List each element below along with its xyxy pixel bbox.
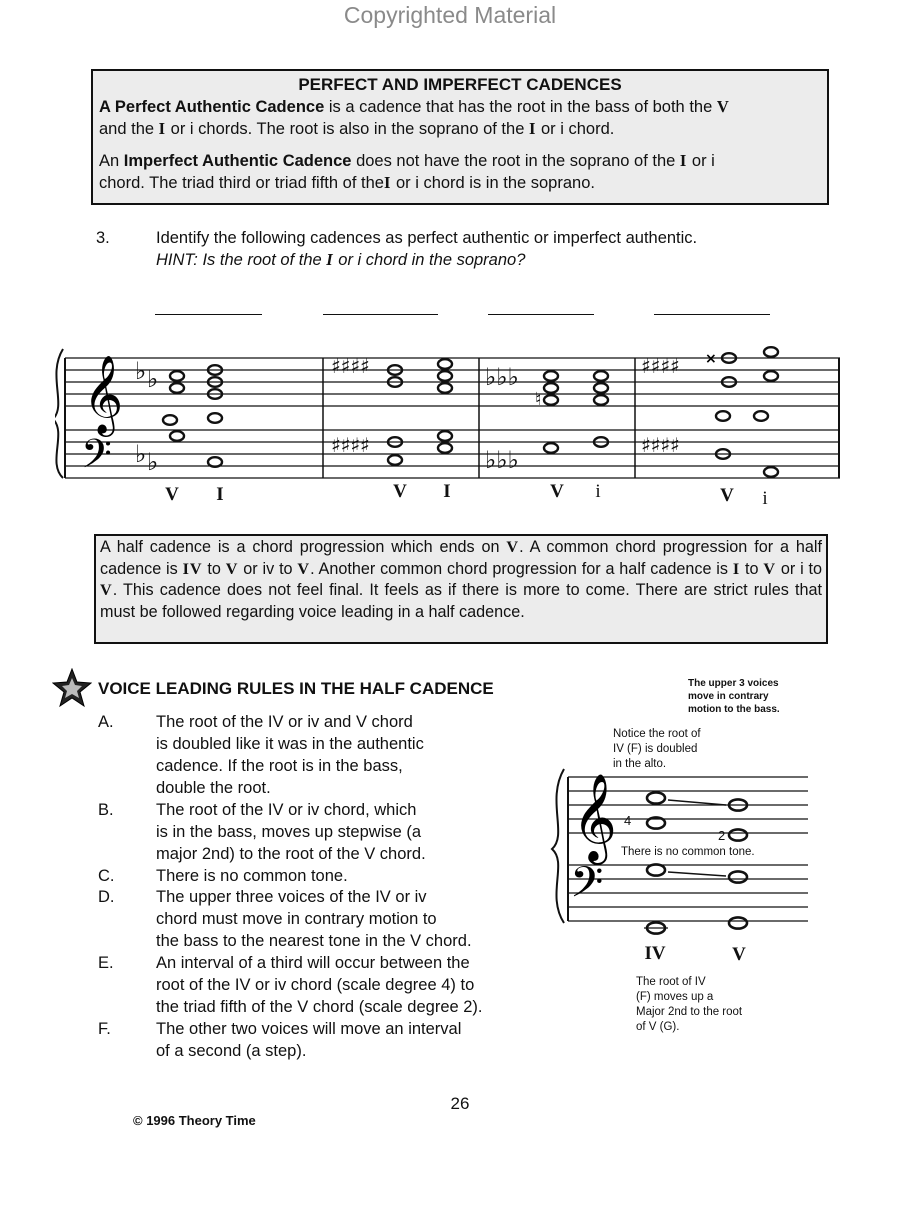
example-note-alto: Notice the root of IV (F) is doubled in the alto. — [613, 728, 701, 770]
example-note-top: The upper 3 voices move in contrary motion to the bass. — [688, 678, 780, 715]
label-m1-V: V — [165, 484, 179, 505]
bass-clef-icon: 𝄢 — [81, 431, 112, 480]
box-title: PERFECT AND IMPERFECT CADENCES — [298, 75, 622, 94]
rule-letter: C. — [98, 867, 115, 885]
rule-line: The other two voices will move an interval — [156, 1020, 462, 1038]
rule-letter: F. — [98, 1020, 111, 1038]
perfect-cadence-definition: A Perfect Authentic Cadence is a cadence that has the root in the bass of both the V and the I or i chords. The root is also in the soprano of the I or i chord. — [99, 97, 730, 138]
bass-clef-icon: 𝄢 — [570, 858, 604, 918]
rule-line: the triad fifth of the V chord (scale degree 2). — [156, 998, 483, 1016]
example-label-IV: IV — [644, 943, 666, 964]
answer-blank-1[interactable] — [155, 314, 262, 315]
example-notes — [647, 792, 747, 882]
no-common-tone-note: There is no common tone. — [621, 846, 755, 858]
watermark: Copyrighted Material — [343, 2, 557, 28]
svg-text:♭: ♭ — [147, 365, 159, 393]
svg-text:×: × — [705, 351, 717, 367]
rule-letter: B. — [98, 801, 114, 819]
rule-line: The root of the IV or iv chord, which — [156, 801, 417, 819]
label-m4-V: V — [720, 485, 734, 506]
svg-text:♭: ♭ — [135, 357, 147, 385]
rule-line: An interval of a third will occur between the — [156, 954, 470, 972]
label-m4-i: i — [762, 488, 768, 509]
svg-text:♭♭♭: ♭♭♭ — [485, 446, 519, 474]
rule-line: cadence. If the root is in the bass, — [156, 757, 403, 775]
brace-icon — [55, 349, 63, 478]
question-number: 3. — [96, 229, 110, 247]
svg-text:♯♯♯♯: ♯♯♯♯ — [641, 433, 680, 457]
voice-leading-title: VOICE LEADING RULES IN THE HALF CADENCE — [98, 679, 494, 698]
answer-blank-4[interactable] — [654, 314, 770, 315]
treble-clef-icon: 𝄞 — [83, 355, 124, 434]
rule-line: the bass to the nearest tone in the V chord. — [156, 932, 472, 950]
question-text: Identify the following cadences as perfect authentic or imperfect authentic. — [156, 229, 698, 247]
star-icon — [52, 668, 92, 708]
scale-degree-4: 4 — [624, 813, 632, 828]
scale-degree-2: 2 — [718, 828, 726, 843]
label-m3-V: V — [550, 481, 564, 502]
cadence-definition-box — [91, 69, 829, 205]
answer-blank-3[interactable] — [488, 314, 594, 315]
answer-blank-2[interactable] — [323, 314, 438, 315]
copyright: © 1996 Theory Time — [133, 1113, 256, 1128]
label-m2-I: I — [443, 481, 451, 502]
rule-letter: D. — [98, 888, 115, 906]
half-cadence-box — [94, 534, 828, 644]
imperfect-cadence-definition: An Imperfect Authentic Cadence does not have the root in the soprano of the I or i chord. The triad third or triad fifth of theI or i chord is in the soprano. — [99, 151, 715, 192]
page-number: 26 — [450, 1094, 470, 1113]
rule-line: is doubled like it was in the authentic — [156, 735, 424, 753]
rule-line: root of the IV or iv chord (scale degree 4) to — [156, 976, 475, 994]
rule-line: chord must move in contrary motion to — [156, 910, 437, 928]
svg-text:♯♯♯♯: ♯♯♯♯ — [641, 354, 680, 378]
brace-icon — [552, 769, 564, 923]
rule-line: The upper three voices of the IV or iv — [156, 888, 427, 906]
example-note-bottom: The root of IV (F) moves up a Major 2nd to the root of V (G). — [636, 976, 743, 1033]
svg-text:♯♯♯♯: ♯♯♯♯ — [331, 433, 370, 457]
treble-clef-icon: 𝄞 — [572, 772, 617, 861]
rule-line: There is no common tone. — [156, 867, 348, 885]
rule-letter: E. — [98, 954, 114, 972]
rule-letter: A. — [98, 713, 114, 731]
svg-text:♯♯♯♯: ♯♯♯♯ — [331, 354, 370, 378]
question-hint: HINT: Is the root of the I or i chord in the soprano? — [156, 250, 526, 269]
grand-staff-question — [55, 335, 845, 480]
svg-text:♭: ♭ — [135, 440, 147, 468]
label-m3-i: i — [595, 481, 601, 502]
example-label-V: V — [732, 944, 746, 965]
svg-text:♮: ♮ — [535, 389, 542, 410]
svg-text:♭: ♭ — [147, 448, 159, 476]
half-cadence-text: A half cadence is a chord progression which ends on V. A common chord progression for a half cadence is IV to V or iv to V. Another common chord progression for a half cadence is I to V or i to V. This cadence does not feel final. It feels as if there is more to come. There are strict rules that must be followed regarding voice leading in a half cadence. — [100, 538, 823, 621]
rule-line: The root of the IV or iv and V chord — [156, 713, 413, 731]
label-m1-I: I — [216, 484, 224, 505]
rule-line: double the root. — [156, 779, 271, 797]
rule-line: of a second (a step). — [156, 1042, 307, 1060]
rule-line: major 2nd) to the root of the V chord. — [156, 845, 426, 863]
label-m2-V: V — [393, 481, 407, 502]
rule-line: is in the bass, moves up stepwise (a — [156, 823, 422, 841]
chord-notes — [163, 347, 778, 477]
example-bass-below — [600, 915, 800, 945]
svg-text:♭♭♭: ♭♭♭ — [485, 363, 519, 391]
grand-staff-example — [538, 755, 818, 925]
